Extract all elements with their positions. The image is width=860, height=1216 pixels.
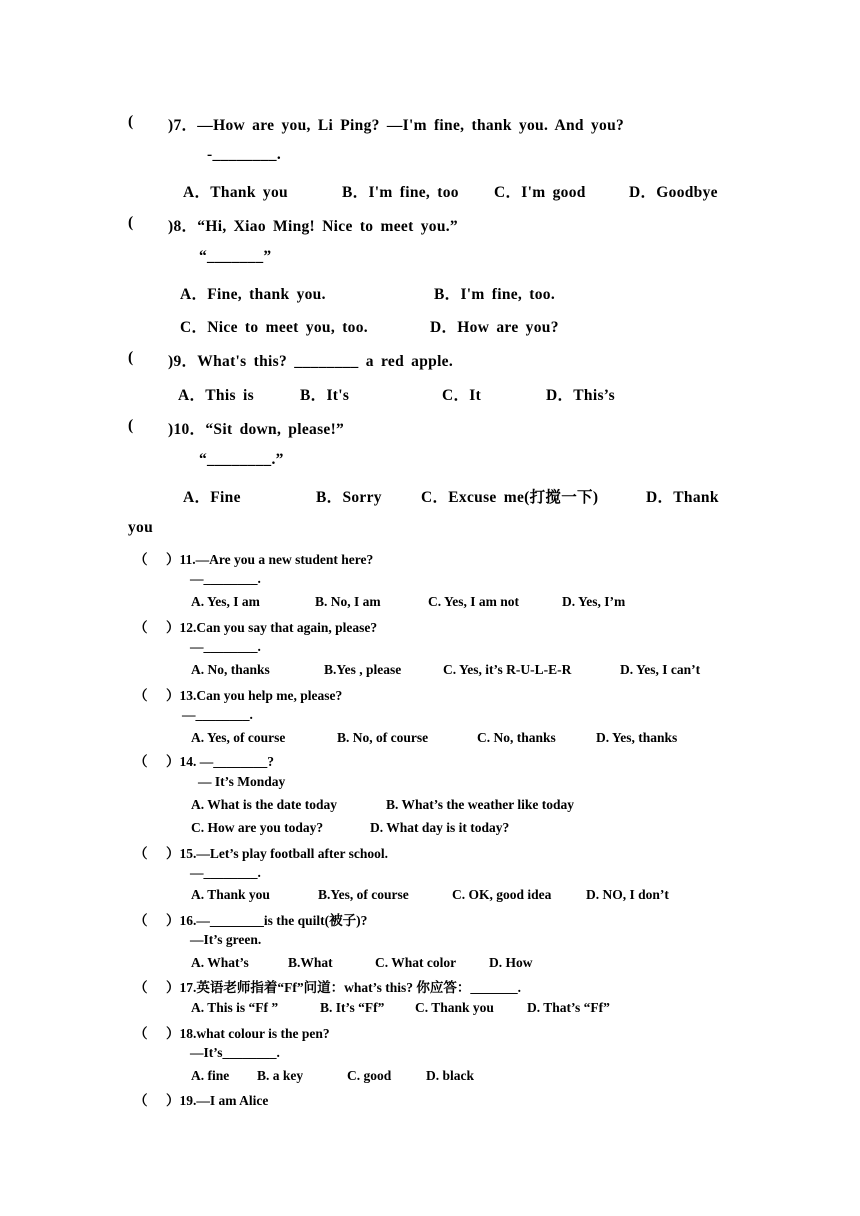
option-b[interactable]: B．I'm fine, too. [434,286,556,303]
option-a[interactable]: A. No, thanks [191,662,270,677]
answer-blank-paren[interactable]: （ [134,980,148,995]
answer-prompt: “_______” [199,248,272,265]
option-c[interactable]: C. What color [375,955,457,970]
answer-blank-paren[interactable]: （ [134,552,148,567]
option-c[interactable]: C. good [347,1068,392,1083]
option-b[interactable]: B. a key [257,1068,304,1083]
option-a[interactable]: A．Thank you [183,184,288,201]
question-stem: )9．What's this? ________ a red apple. [168,353,454,370]
option-d[interactable]: D．How are you? [430,319,559,336]
answer-blank-paren[interactable]: （ [134,846,148,861]
option-a[interactable]: A. What is the date today [191,797,338,812]
option-b[interactable]: B．Sorry [316,489,382,506]
option-c[interactable]: C．Excuse me(打搅一下) [421,489,599,506]
answer-prompt: —________. [182,707,253,722]
question-stem: ）15.—Let’s play football after school. [166,846,388,861]
option-d[interactable]: D. Yes, thanks [596,730,678,745]
question-stem: ）14. —________? [166,754,274,769]
option-a[interactable]: A. Yes, I am [191,594,260,609]
answer-blank-paren[interactable]: （ [134,754,148,769]
option-b[interactable]: B.Yes, of course [318,887,409,902]
question-stem: ）11.—Are you a new student here? [166,552,374,567]
answer-blank-paren[interactable]: ( [128,113,134,130]
answer-prompt: —________. [190,865,261,880]
question-stem: )7．—How are you, Li Ping? —I'm fine, thank you. And you? [168,117,625,134]
option-c[interactable]: C. No, thanks [477,730,556,745]
answer-prompt: —________. [190,571,261,586]
option-c[interactable]: C．Nice to meet you, too. [180,319,368,336]
answer-blank-paren[interactable]: （ [134,688,148,703]
option-b[interactable]: B．It's [300,387,350,404]
option-c[interactable]: C. Yes, I am not [428,594,519,609]
option-c[interactable]: C．It [442,387,482,404]
answer-blank-paren[interactable]: （ [134,620,148,635]
option-a[interactable]: A. Yes, of course [191,730,286,745]
option-b[interactable]: B. No, of course [337,730,429,745]
option-b[interactable]: B. What’s the weather like today [386,797,574,812]
option-d[interactable]: D. Yes, I can’t [620,662,701,677]
option-d[interactable]: D．This’s [546,387,616,404]
answer-prompt: —It’s________. [190,1045,280,1060]
answer-prompt: “________.” [199,451,284,468]
option-b[interactable]: B．I'm fine, too [342,184,459,201]
option-d[interactable]: D. Yes, I’m [562,594,626,609]
option-b[interactable]: B.What [288,955,333,970]
answer-blank-paren[interactable]: （ [134,913,148,928]
answer-blank-paren[interactable]: ( [128,417,134,434]
question-stem: )8．“Hi, Xiao Ming! Nice to meet you.” [168,218,458,235]
option-a[interactable]: A. What’s [191,955,249,970]
answer-prompt: —________. [190,639,261,654]
option-d[interactable]: D. NO, I don’t [586,887,669,902]
option-d[interactable]: D．Thank [646,489,719,506]
option-c[interactable]: C. OK, good idea [452,887,552,902]
question-stem: ）17.英语老师指着“Ff”问道：what’s this? 你应答：_______. [166,980,522,995]
option-d[interactable]: D. That’s “Ff” [527,1000,610,1015]
option-a[interactable]: A. fine [191,1068,230,1083]
question-stem: ）19.—I am Alice [166,1093,269,1108]
option-d[interactable]: D. black [426,1068,475,1083]
question-stem: ）12.Can you say that again, please? [166,620,378,635]
option-b[interactable]: B. No, I am [315,594,381,609]
option-c[interactable]: C. How are you today? [191,820,324,835]
option-d[interactable]: D. How [489,955,533,970]
option-d[interactable]: D. What day is it today? [370,820,510,835]
answer-blank-paren[interactable]: （ [134,1026,148,1041]
option-a[interactable]: A．Fine, thank you. [180,286,326,303]
answer-blank-paren[interactable]: ( [128,349,134,366]
option-b[interactable]: B. It’s “Ff” [320,1000,385,1015]
option-a[interactable]: A. Thank you [191,887,270,902]
answer-prompt: — It’s Monday [198,774,286,789]
answer-prompt: -________. [207,146,282,163]
option-c[interactable]: C．I'm good [494,184,586,201]
option-d-continued: you [128,519,154,536]
option-b[interactable]: B.Yes , please [324,662,402,677]
option-d[interactable]: D．Goodbye [629,184,718,201]
question-stem: ）18.what colour is the pen? [166,1026,330,1041]
question-stem: ）13.Can you help me, please? [166,688,343,703]
question-stem: ）16.—________is the quilt(被子)? [166,913,368,928]
option-c[interactable]: C. Thank you [415,1000,494,1015]
answer-prompt: —It’s green. [190,932,262,947]
option-a[interactable]: A．Fine [183,489,241,506]
answer-blank-paren[interactable]: ( [128,214,134,231]
question-stem: )10．“Sit down, please!” [168,421,345,438]
option-a[interactable]: A. This is “Ff ” [191,1000,279,1015]
option-a[interactable]: A．This is [178,387,254,404]
option-c[interactable]: C. Yes, it’s R-U-L-E-R [443,662,572,677]
answer-blank-paren[interactable]: （ [134,1093,148,1108]
